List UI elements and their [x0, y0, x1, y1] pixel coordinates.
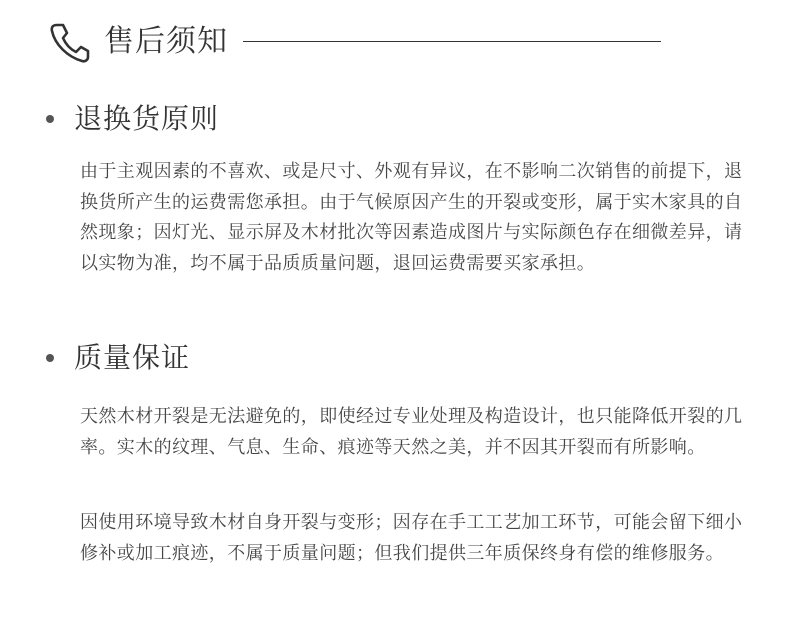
section-title-returns: 退换货原则 — [74, 102, 220, 135]
page-title: 售后须知 — [104, 24, 228, 59]
section-title-quality: 质量保证 — [74, 341, 191, 374]
bullet-dot — [46, 115, 54, 123]
quality-paragraph-cracking: 天然木材开裂是无法避免的，即使经过专业处理及构造设计，也只能降低开裂的几率。实木的纹理、气息、生命、痕迹等天然之美，并不因其开裂而有所影响。 — [80, 406, 743, 458]
after-sales-header — [48, 18, 663, 66]
header-divider — [243, 41, 661, 42]
bullet-dot — [46, 354, 54, 362]
quality-paragraph-warranty: 因使用环境导致木材自身开裂与变形；因存在手工工艺加工环节，可能会留下细小修补或加工痕迹，不属于质量问题；但我们提供三年质保终身有偿的维修服务。 — [80, 512, 743, 564]
returns-policy-paragraph: 由于主观因素的不喜欢、或是尺寸、外观有异议，在不影响二次销售的前提下，退换货所产生的运费需您承担。由于气候原因产生的开裂或变形，属于实木家具的自然现象；因灯光、显示屏及木材批次等因素造成图片与实际颜色存在细微差异，请以实物为准，均不属于品质质量问题，退回运费需要买家承担。 — [80, 161, 743, 274]
phone-icon — [48, 21, 90, 63]
